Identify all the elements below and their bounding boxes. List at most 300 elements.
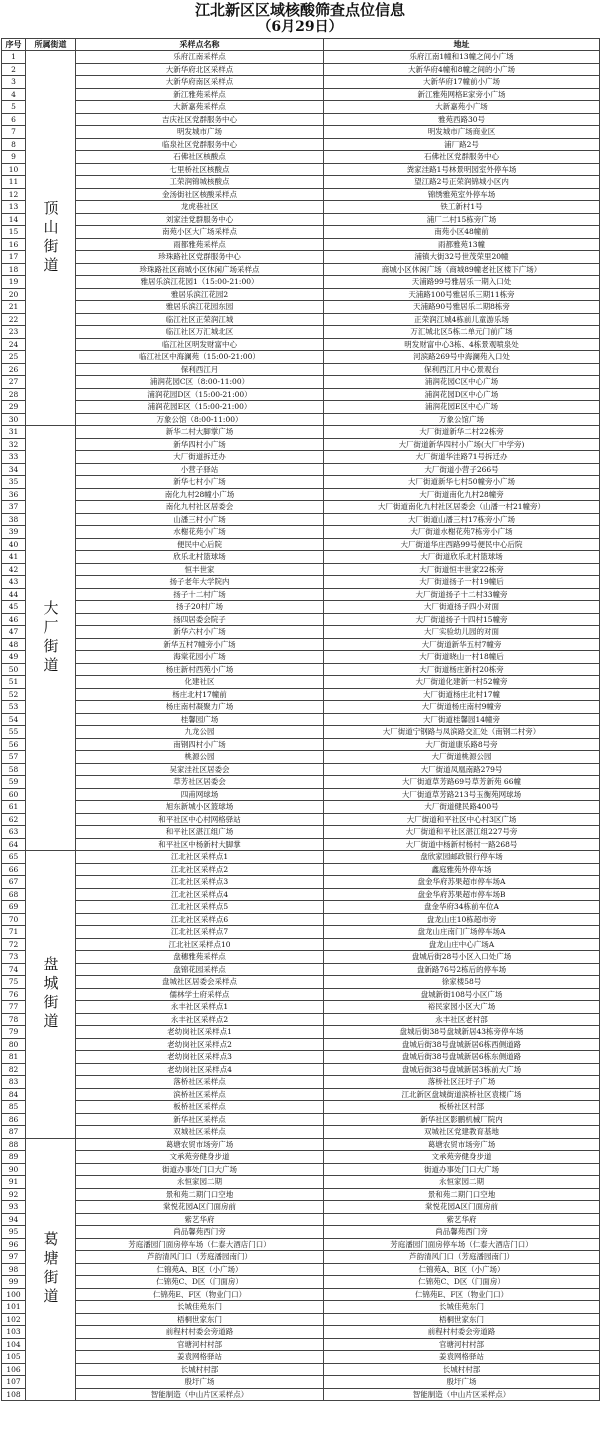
row-index: 75: [2, 976, 26, 989]
site-address: 盘城后街38号盘城新居3栋前大广场: [324, 1063, 600, 1076]
site-address: 大厂街道新华二村22栋旁: [324, 426, 600, 439]
table-row: [2, 301, 600, 314]
document-title: 江北新区区域核酸筛查点位信息: [194, 1, 405, 19]
site-name: 双城社区采样点: [76, 1126, 324, 1139]
table-row: [2, 1001, 600, 1014]
table-row: [2, 388, 600, 401]
row-index: 32: [2, 438, 26, 451]
site-name: 杨庄北村17幢前: [76, 688, 324, 701]
site-address: 大厂街道桂馨园14幢旁: [324, 713, 600, 726]
table-row: [2, 626, 600, 639]
site-name: 化建社区: [76, 676, 324, 689]
table-row: [2, 988, 600, 1001]
table-row: [2, 263, 600, 276]
site-name: 雅居乐滨江花园2: [76, 288, 324, 301]
row-index: 1: [2, 51, 26, 64]
site-address: 大厂街道扬子十二村33幢旁: [324, 588, 600, 601]
row-index: 14: [2, 213, 26, 226]
site-address: 大厂街道华洼路71号拆迁办: [324, 451, 600, 464]
site-address: 浦润花园C区中心广场: [324, 376, 600, 389]
site-name: 老幼岗社区采样点3: [76, 1051, 324, 1064]
table-row: [2, 663, 600, 676]
row-index: 89: [2, 1151, 26, 1164]
site-name: 大新华府北区采样点: [76, 63, 324, 76]
row-index: 37: [2, 501, 26, 514]
site-name: 仁锦苑C、D区（门面房）: [76, 1276, 324, 1289]
site-address: 大厂街道扬子四小对面: [324, 601, 600, 614]
site-name: 临江社区正荣润江城: [76, 313, 324, 326]
site-name: 刘家洼党群服务中心: [76, 213, 324, 226]
site-name: 扬四居委会院子: [76, 613, 324, 626]
header-site-name: 采样点名称: [76, 39, 324, 51]
site-name: 街道办事处门口大广场: [76, 1163, 324, 1176]
table-row: [2, 726, 600, 739]
row-index: 20: [2, 288, 26, 301]
site-name: 老幼岗社区采样点2: [76, 1038, 324, 1051]
row-index: 3: [2, 76, 26, 89]
site-address: 河滨路269号中海澜苑入口处: [324, 351, 600, 364]
table-row: [2, 288, 600, 301]
site-address: 粪家洼路1号林景明园室外停车场: [324, 163, 600, 176]
site-name: 滨桥社区采样点: [76, 1088, 324, 1101]
row-index: 91: [2, 1176, 26, 1189]
table-row: [2, 863, 600, 876]
site-address: 大厂街道康乐路8号旁: [324, 738, 600, 751]
site-address: 大新华府4幢和8幢之间的小广场: [324, 63, 600, 76]
site-name: 仁锦苑E、F区（物业门口）: [76, 1288, 324, 1301]
row-index: 88: [2, 1138, 26, 1151]
table-row: [2, 1138, 600, 1151]
row-index: 7: [2, 126, 26, 139]
row-index: 46: [2, 613, 26, 626]
site-address: 芦韵清风门口（芳庭潘园南门）: [324, 1251, 600, 1264]
table-row: [2, 963, 600, 976]
site-address: 徐家楼58号: [324, 976, 600, 989]
site-address: 望江路2号正荣润锦城小区内: [324, 176, 600, 189]
table-row: [2, 101, 600, 114]
site-name: 江北社区采样点5: [76, 901, 324, 914]
site-address: 锦绣雅苑室外停车场: [324, 188, 600, 201]
row-index: 72: [2, 938, 26, 951]
row-index: 9: [2, 151, 26, 164]
row-index: 25: [2, 351, 26, 364]
site-name: 文承苑旁健身步道: [76, 1151, 324, 1164]
site-name: 盘锦花园采样点: [76, 963, 324, 976]
document-date: （6月29日）: [257, 19, 343, 35]
row-index: 78: [2, 1013, 26, 1026]
site-name: 芦韵清风门口（芳庭潘园南门）: [76, 1251, 324, 1264]
site-name: 永恒家园二期: [76, 1176, 324, 1189]
site-name: 保利西江月: [76, 363, 324, 376]
table-row: [2, 201, 600, 214]
table-row: [2, 126, 600, 139]
row-index: 35: [2, 476, 26, 489]
site-address: 大新华府17幢前小广场: [324, 76, 600, 89]
site-address: 大厂街道扬子一村19幢后: [324, 576, 600, 589]
table-row: [2, 738, 600, 751]
row-index: 22: [2, 313, 26, 326]
site-name: 吉庆社区党群服务中心: [76, 113, 324, 126]
site-name: 江北社区采样点10: [76, 938, 324, 951]
site-name: 临江社区中海澜苑（15:00-21:00）: [76, 351, 324, 364]
row-index: 105: [2, 1351, 26, 1364]
row-index: 53: [2, 701, 26, 714]
row-index: 58: [2, 763, 26, 776]
row-index: 36: [2, 488, 26, 501]
row-index: 59: [2, 776, 26, 789]
table-header-row: [2, 39, 600, 51]
row-index: 64: [2, 838, 26, 851]
site-address: 盘城后街28号小区入口处广场: [324, 951, 600, 964]
table-row: [2, 1113, 600, 1126]
table-row: [2, 1363, 600, 1376]
row-index: 104: [2, 1338, 26, 1351]
table-row: [2, 976, 600, 989]
row-index: 77: [2, 1001, 26, 1014]
row-index: 83: [2, 1076, 26, 1089]
table-row: [2, 413, 600, 426]
table-row: [2, 913, 600, 926]
row-index: 49: [2, 651, 26, 664]
table-row: [2, 788, 600, 801]
site-name: 和平社区湛江组广场: [76, 826, 324, 839]
row-index: 108: [2, 1388, 26, 1401]
site-address: 棠悦花园A区门面房前: [324, 1201, 600, 1214]
site-name: 明发城市广场: [76, 126, 324, 139]
site-address: 新江雅苑网格E家旁小广场: [324, 88, 600, 101]
site-address: 万象公馆广场: [324, 413, 600, 426]
site-address: 大厂街道杨庄南村9幢旁: [324, 701, 600, 714]
site-name: 草芳社区居委会: [76, 776, 324, 789]
table-row: [2, 438, 600, 451]
site-address: 万汇城北区5栋二单元门前广场: [324, 326, 600, 339]
row-index: 82: [2, 1063, 26, 1076]
table-row: [2, 1276, 600, 1289]
site-name: 前程村村委会旁道路: [76, 1326, 324, 1339]
table-row: [2, 1088, 600, 1101]
site-address: 大厂街道宁钢路与凤滨路交汇处（南钢二村旁）: [324, 726, 600, 739]
table-row: [2, 1063, 600, 1076]
table-row: [2, 401, 600, 414]
site-address: 大厂街道凤凰南路279号: [324, 763, 600, 776]
site-name: 和平社区中杨新村大脚掌: [76, 838, 324, 851]
row-index: 19: [2, 276, 26, 289]
table-row: [2, 1313, 600, 1326]
table-row: [2, 1263, 600, 1276]
site-name: 新江雅苑采样点: [76, 88, 324, 101]
site-address: 盘金华府苏果超市停车场A: [324, 876, 600, 889]
site-name: 官塘河村村部: [76, 1338, 324, 1351]
site-address: 智能制造（中山片区采样点）: [324, 1388, 600, 1401]
table-row: [2, 951, 600, 964]
header-street: 所属街道: [26, 39, 76, 51]
table-row: [2, 1213, 600, 1226]
row-index: 41: [2, 551, 26, 564]
site-name: 盘城社区居委会采样点: [76, 976, 324, 989]
site-name: 南化九村28幢小广场: [76, 488, 324, 501]
site-address: 大厂街道桃源公园: [324, 751, 600, 764]
row-index: 50: [2, 663, 26, 676]
site-address: 雨都雅苑13幢: [324, 238, 600, 251]
document-header: [0, 0, 600, 38]
row-index: 98: [2, 1263, 26, 1276]
site-name: 景和苑二期门口空地: [76, 1188, 324, 1201]
table-row: [2, 451, 600, 464]
site-address: 盘龙山庄南门广场停车场A: [324, 926, 600, 939]
table-row: [2, 1351, 600, 1364]
site-address: 大厂街道新华四村小广场(大厂中学旁): [324, 438, 600, 451]
row-index: 69: [2, 901, 26, 914]
row-index: 39: [2, 526, 26, 539]
site-address: 浦镇大街32号世茂荣里20幢: [324, 251, 600, 264]
row-index: 103: [2, 1326, 26, 1339]
site-name: 山潘三村小广场: [76, 513, 324, 526]
site-name: 龙虎巷社区: [76, 201, 324, 214]
site-name: 大新华府南区采样点: [76, 76, 324, 89]
site-name: 桂馨园广场: [76, 713, 324, 726]
row-index: 48: [2, 638, 26, 651]
row-index: 24: [2, 338, 26, 351]
row-index: 44: [2, 588, 26, 601]
row-index: 12: [2, 188, 26, 201]
table-row: [2, 463, 600, 476]
row-index: 68: [2, 888, 26, 901]
site-address: 乐府江南1幢和13幢之间小广场: [324, 51, 600, 64]
row-index: 96: [2, 1238, 26, 1251]
site-address: 大厂街道小营子266号: [324, 463, 600, 476]
site-name: 水榭花苑小广场: [76, 526, 324, 539]
table-row: [2, 1376, 600, 1389]
site-name: 吴家洼社区居委会: [76, 763, 324, 776]
row-index: 55: [2, 726, 26, 739]
site-name: 新华七村小广场: [76, 476, 324, 489]
table-row: [2, 688, 600, 701]
table-row: [2, 713, 600, 726]
table-row: [2, 1076, 600, 1089]
site-name: 棠悦花园A区门面房前: [76, 1201, 324, 1214]
table-row: [2, 138, 600, 151]
site-address: 新华社区影鹏机械厂院内: [324, 1113, 600, 1126]
table-row: [2, 1288, 600, 1301]
site-address: 裕民家园小区大广场: [324, 1001, 600, 1014]
table-row: [2, 826, 600, 839]
row-index: 61: [2, 801, 26, 814]
site-address: 永恒家园二期: [324, 1176, 600, 1189]
site-address: 大厂街道水榭花苑7栋旁小广场: [324, 526, 600, 539]
row-index: 23: [2, 326, 26, 339]
site-address: 葛塘农贸市场旁广场: [324, 1138, 600, 1151]
site-name: 临泉社区党群服务中心: [76, 138, 324, 151]
row-index: 80: [2, 1038, 26, 1051]
row-index: 90: [2, 1163, 26, 1176]
row-index: 52: [2, 688, 26, 701]
row-index: 40: [2, 538, 26, 551]
site-address: 大厂街道杨庄北村17幢: [324, 688, 600, 701]
row-index: 8: [2, 138, 26, 151]
row-index: 51: [2, 676, 26, 689]
table-row: [2, 513, 600, 526]
table-row: [2, 1201, 600, 1214]
table-row: [2, 76, 600, 89]
site-address: 板桥社区村部: [324, 1101, 600, 1114]
table-row: [2, 1163, 600, 1176]
table-row: [2, 1251, 600, 1264]
row-index: 84: [2, 1088, 26, 1101]
row-index: 94: [2, 1213, 26, 1226]
table-row: [2, 1038, 600, 1051]
site-name: 姜袁网格驿站: [76, 1351, 324, 1364]
sampling-sites-table: [1, 38, 600, 1401]
table-row: [2, 276, 600, 289]
table-row: [2, 326, 600, 339]
site-name: 南钢四村小广场: [76, 738, 324, 751]
row-index: 13: [2, 201, 26, 214]
site-name: 芳庭潘园门面房停车场（仁泰大酒店门口）: [76, 1238, 324, 1251]
site-name: 新华六村小广场: [76, 626, 324, 639]
table-row: [2, 563, 600, 576]
table-row: [2, 638, 600, 651]
table-row: [2, 88, 600, 101]
row-index: 17: [2, 251, 26, 264]
site-name: 老幼岗社区采样点4: [76, 1063, 324, 1076]
site-address: 姜袁网格驿站: [324, 1351, 600, 1364]
row-index: 70: [2, 913, 26, 926]
row-index: 4: [2, 88, 26, 101]
header-address: 地址: [324, 39, 600, 51]
table-row: [2, 1301, 600, 1314]
row-index: 99: [2, 1276, 26, 1289]
table-row: [2, 926, 600, 939]
table-row: [2, 838, 600, 851]
row-index: 18: [2, 263, 26, 276]
site-address: 大厂街道杨庄新村20栋旁: [324, 663, 600, 676]
site-address: 南苑小区48幢前: [324, 226, 600, 239]
site-name: 江北社区采样点2: [76, 863, 324, 876]
row-index: 66: [2, 863, 26, 876]
row-index: 34: [2, 463, 26, 476]
site-address: 街道办事处门口大广场: [324, 1163, 600, 1176]
site-name: 万象公馆（8:00-11:00）: [76, 413, 324, 426]
site-name: 江北社区采样点4: [76, 888, 324, 901]
site-name: 长城村村部: [76, 1363, 324, 1376]
site-name: 欣乐北村篮球场: [76, 551, 324, 564]
row-index: 31: [2, 426, 26, 439]
row-index: 2: [2, 63, 26, 76]
site-name: 七里桥社区核酸点: [76, 163, 324, 176]
table-row: [2, 876, 600, 889]
site-address: 尚品馨苑西门旁: [324, 1226, 600, 1239]
site-address: 石佛社区党群服务中心: [324, 151, 600, 164]
street-name: 盘城街道: [26, 851, 76, 1139]
table-row: [2, 351, 600, 364]
row-index: 107: [2, 1376, 26, 1389]
street-name: 大厂街道: [26, 426, 76, 851]
row-index: 74: [2, 963, 26, 976]
table-body: [2, 51, 600, 1401]
site-address: 大厂街道草芳路213号玉衡苑网球场: [324, 788, 600, 801]
table-row: [2, 538, 600, 551]
table-row: [2, 1176, 600, 1189]
site-name: 杨庄新村西苑小广场: [76, 663, 324, 676]
table-row: [2, 1051, 600, 1064]
row-index: 42: [2, 563, 26, 576]
table-row: [2, 501, 600, 514]
site-address: 大厂街道南化九村28幢旁: [324, 488, 600, 501]
site-address: 大厂实验幼儿园的对面: [324, 626, 600, 639]
site-name: 板桥社区采样点: [76, 1101, 324, 1114]
site-address: 盘龙山庄10栋超市旁: [324, 913, 600, 926]
table-row: [2, 1026, 600, 1039]
site-name: 江北社区采样点6: [76, 913, 324, 926]
street-name: 葛塘街道: [26, 1138, 76, 1401]
row-index: 85: [2, 1101, 26, 1114]
site-name: 梧桐世家东门: [76, 1313, 324, 1326]
table-row: [2, 476, 600, 489]
site-name: 乐府江南采样点: [76, 51, 324, 64]
site-address: 天浦路99号雅居乐一期入口处: [324, 276, 600, 289]
site-address: 大厂街道华庄西路99号便民中心后院: [324, 538, 600, 551]
table-row: [2, 176, 600, 189]
table-row: [2, 1326, 600, 1339]
site-address: 落桥社区汪圩子广场: [324, 1076, 600, 1089]
site-address: 浦厂路2号: [324, 138, 600, 151]
row-index: 79: [2, 1026, 26, 1039]
table-row: [2, 588, 600, 601]
site-name: 金汤街社区核酸采样点: [76, 188, 324, 201]
site-address: 大厂街道晓山一村18幢后: [324, 651, 600, 664]
row-index: 73: [2, 951, 26, 964]
row-index: 60: [2, 788, 26, 801]
site-name: 和平社区中心村网格驿站: [76, 813, 324, 826]
row-index: 62: [2, 813, 26, 826]
site-name: 落桥社区采样点: [76, 1076, 324, 1089]
row-index: 57: [2, 751, 26, 764]
row-index: 5: [2, 101, 26, 114]
row-index: 92: [2, 1188, 26, 1201]
site-address: 雅苑西路30号: [324, 113, 600, 126]
site-address: 盘欣家园邮政银行停车场: [324, 851, 600, 864]
table-row: [2, 113, 600, 126]
site-address: 长城村村部: [324, 1363, 600, 1376]
site-address: 商城小区休闲广场（商城89幢老社区楼下广场）: [324, 263, 600, 276]
row-index: 67: [2, 876, 26, 889]
site-name: 海棠花园小广场: [76, 651, 324, 664]
site-name: 葛塘农贸市场旁广场: [76, 1138, 324, 1151]
site-name: 新华社区采样点: [76, 1113, 324, 1126]
row-index: 106: [2, 1363, 26, 1376]
site-address: 大新嘉苑小广场: [324, 101, 600, 114]
site-address: 铁工新村1号: [324, 201, 600, 214]
row-index: 86: [2, 1113, 26, 1126]
site-address: 紫艺华府: [324, 1213, 600, 1226]
row-index: 21: [2, 301, 26, 314]
site-name: 旭东新城小区篮球场: [76, 801, 324, 814]
site-address: 明发城市广场商业区: [324, 126, 600, 139]
table-row: [2, 1013, 600, 1026]
row-index: 16: [2, 238, 26, 251]
site-name: 扬子老年大学院内: [76, 576, 324, 589]
row-index: 71: [2, 926, 26, 939]
row-index: 81: [2, 1051, 26, 1064]
site-address: 大厂街道中杨新村杨村一路268号: [324, 838, 600, 851]
table-row: [2, 188, 600, 201]
row-index: 26: [2, 363, 26, 376]
site-address: 仁锦苑A、B区（小广场）: [324, 1263, 600, 1276]
row-index: 65: [2, 851, 26, 864]
site-address: 天浦路100号雅居乐三期11栋旁: [324, 288, 600, 301]
site-name: 江北社区采样点7: [76, 926, 324, 939]
row-index: 87: [2, 1126, 26, 1139]
